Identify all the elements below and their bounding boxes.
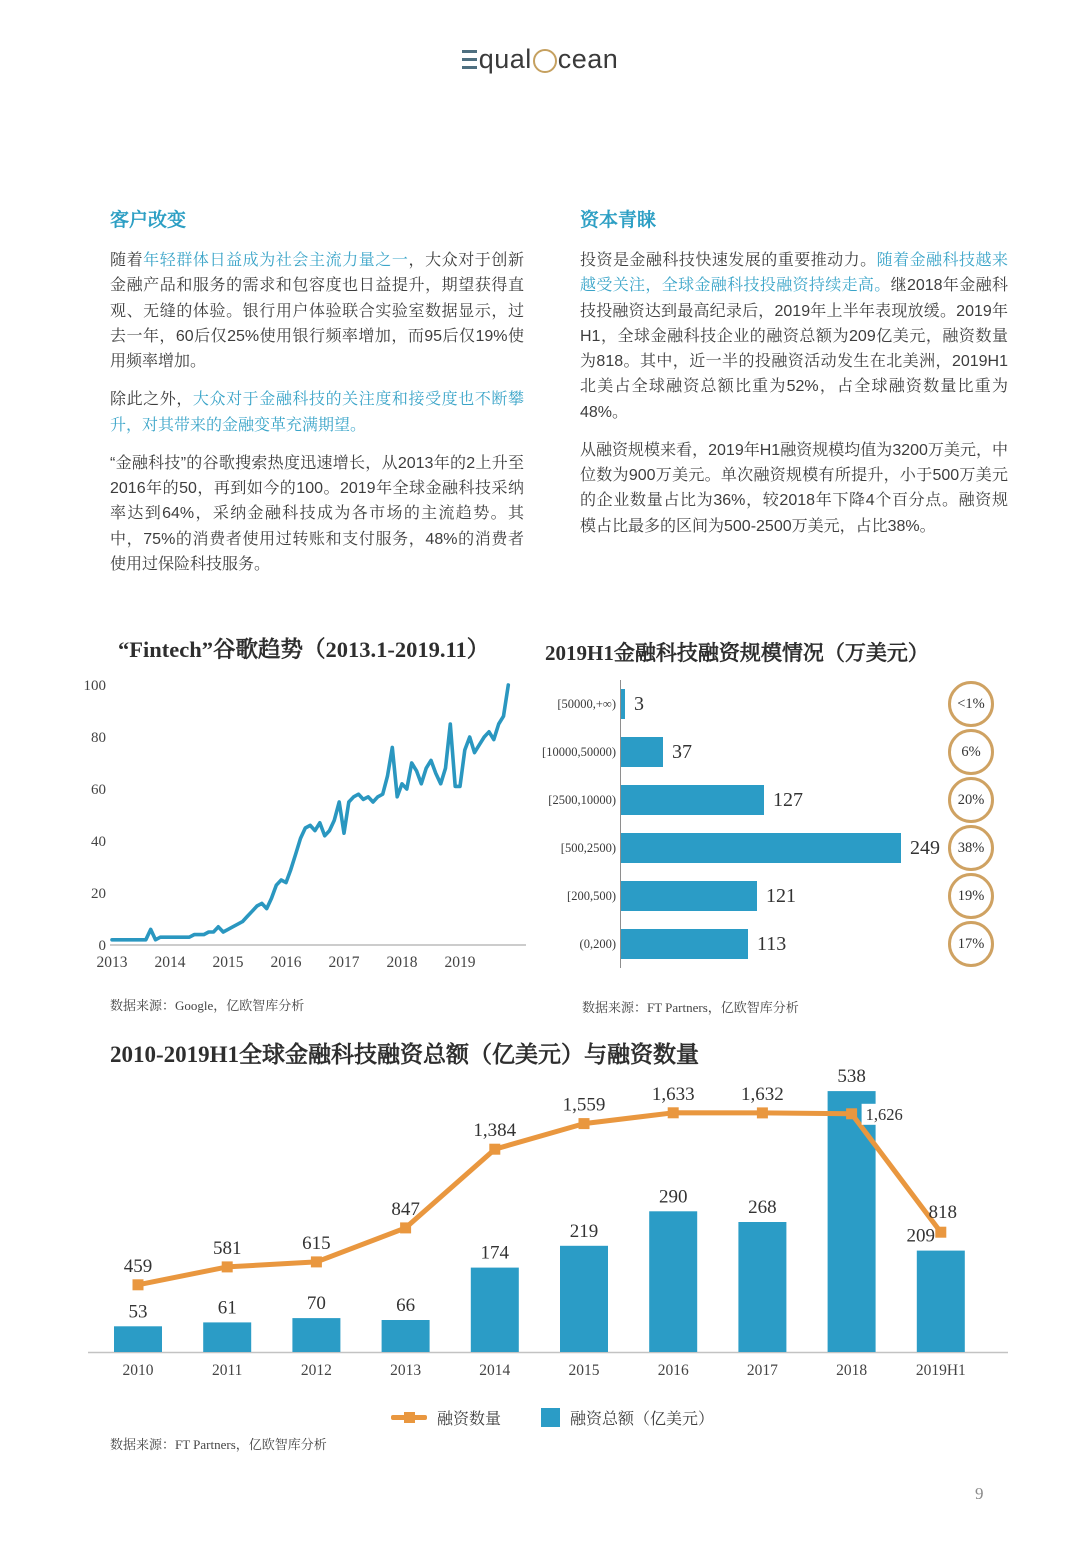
trend-y-tick: 100 xyxy=(83,678,106,694)
logo-o-icon xyxy=(533,49,557,73)
scale-percent-ring: <1% xyxy=(948,681,994,727)
combo-bar-label: 290 xyxy=(658,1186,688,1208)
scale-bar-track xyxy=(620,776,942,824)
combo-line-label: 581 xyxy=(212,1237,242,1259)
scale-value-label: 3 xyxy=(634,692,644,715)
combo-bar xyxy=(203,1322,251,1352)
page-number: 9 xyxy=(975,1484,984,1503)
scale-percent-ring: 6% xyxy=(948,729,994,775)
scale-percent-ring: 38% xyxy=(948,825,994,871)
logo-text-cean: cean xyxy=(557,44,619,74)
scale-bar-track xyxy=(620,728,942,776)
combo-x-label: 2011 xyxy=(211,1362,243,1379)
trend-x-tick: 2014 xyxy=(154,954,186,971)
scale-category-label: [200,500) xyxy=(567,888,616,903)
logo-text-qual: qual xyxy=(478,44,532,74)
combo-line-marker xyxy=(668,1107,679,1118)
combo-bar-label: 70 xyxy=(306,1293,326,1315)
left-paragraph-2 xyxy=(110,387,524,438)
combo-bar xyxy=(292,1318,340,1352)
text-run: 随着 xyxy=(110,252,144,269)
scale-row xyxy=(532,824,994,872)
scale-percent-ring: 19% xyxy=(948,873,994,919)
trend-x-tick: 2019 xyxy=(444,954,476,971)
right-paragraph-2: 从融资规模来看，2019年H1融资规模均值为3200万美元，中位数为900万美元。单次融资规模有所提升，小于500万美元的企业数量占比为36%，较2018年下降4个百分点。融资规模占比最多的区间为500-2500万美元，占比38%。 xyxy=(580,441,1008,535)
legend-label: 融资数量 xyxy=(436,1411,501,1428)
trend-y-tick: 40 xyxy=(91,834,106,850)
combo-x-label: 2013 xyxy=(390,1362,422,1379)
combo-x-label: 2012 xyxy=(300,1362,332,1379)
combo-line-marker xyxy=(222,1261,233,1272)
scale-row xyxy=(532,680,994,728)
combo-x-label: 2010 xyxy=(122,1362,154,1379)
scale-bar xyxy=(621,833,901,863)
scale-percent-ring: 17% xyxy=(948,921,994,967)
trend-chart xyxy=(82,668,532,978)
combo-bar xyxy=(738,1222,786,1352)
left-paragraph-3: “金融科技”的谷歌搜索热度迅速增长，从2013年的2上升至2016年的50，再到如今的100。2019年全球金融科技采纳率达到64%，采纳金融科技成为各市场的主流趋势。其中，75%的消费者使用过转账和支付服务，48%的消费者使用过保险科技服务。 xyxy=(110,454,524,573)
combo-line-label: 1,559 xyxy=(562,1094,606,1116)
combo-line-label: 1,633 xyxy=(651,1083,695,1105)
scale-bar xyxy=(621,689,625,719)
trend-y-tick: 60 xyxy=(91,782,106,798)
logo-e-icon xyxy=(462,50,477,69)
combo-bar xyxy=(917,1251,965,1352)
scale-category-label: [50000,+∞) xyxy=(557,696,616,711)
combo-line-label: 1,384 xyxy=(473,1120,517,1142)
scale-chart-title: 2019H1金融科技融资规模情况（万美元） xyxy=(545,641,929,665)
combo-line-label: 1,632 xyxy=(741,1083,784,1105)
combo-bar-label: 268 xyxy=(748,1197,777,1218)
combo-line xyxy=(138,1113,941,1285)
scale-row xyxy=(532,728,994,776)
combo-x-label: 2017 xyxy=(746,1362,778,1379)
right-section-title: 资本青睐 xyxy=(580,210,657,231)
equalocean-logo xyxy=(0,44,1080,75)
combo-bar-label: 61 xyxy=(217,1297,237,1319)
combo-bar xyxy=(560,1246,608,1352)
scale-category-label: (0,200) xyxy=(579,936,616,951)
scale-row xyxy=(532,776,994,824)
combo-bar xyxy=(471,1268,519,1352)
trend-x-tick: 2016 xyxy=(270,954,302,971)
scale-percent-ring: 20% xyxy=(948,777,994,823)
scale-bar-track xyxy=(620,824,942,872)
combo-line-marker xyxy=(579,1118,590,1129)
text-run: ，大众对于创新金融产品和服务的需求和包容度也日益提升，期望获得直观、无缝的体验。银行用户体验联合实验室数据显示，过去一年，60后仅25%使用银行频率增加，而95后仅19%使用频率增加。 xyxy=(110,252,524,371)
combo-chart xyxy=(80,1064,1015,1409)
scale-category-label: [500,2500) xyxy=(560,840,616,855)
combo-line-marker xyxy=(935,1227,946,1238)
combo-bar-label: 209 xyxy=(906,1225,936,1247)
trend-y-tick: 0 xyxy=(98,938,106,954)
scale-category-label: [10000,50000) xyxy=(542,744,616,759)
combo-bar-label: 53 xyxy=(128,1301,148,1323)
trend-line xyxy=(112,685,508,940)
scale-value-label: 113 xyxy=(757,932,787,955)
combo-x-label: 2018 xyxy=(836,1362,868,1379)
line-series-icon xyxy=(391,1415,427,1420)
scale-bar xyxy=(621,785,764,815)
combo-x-label: 2016 xyxy=(657,1362,689,1379)
scale-bar xyxy=(621,737,663,767)
trend-x-tick: 2015 xyxy=(212,954,244,971)
legend-item-bar xyxy=(541,1406,714,1429)
right-column xyxy=(580,205,1008,552)
combo-bar-label: 174 xyxy=(480,1242,510,1264)
scale-value-label: 249 xyxy=(910,836,940,859)
legend-label: 融资总额（亿美元） xyxy=(570,1411,715,1428)
combo-chart-title: 2010-2019H1全球金融科技融资总额（亿美元）与融资数量 xyxy=(110,1042,700,1067)
combo-line-label: 818 xyxy=(928,1202,958,1224)
combo-chart-legend xyxy=(85,1406,1020,1429)
combo-bar xyxy=(382,1320,430,1352)
combo-chart-source: 数据来源：FT Partners，亿欧智库分析 xyxy=(110,1437,327,1452)
combo-line-label: 1,626 xyxy=(865,1104,903,1124)
combo-bar-label: 66 xyxy=(396,1295,416,1316)
scale-chart xyxy=(532,680,994,968)
text-run: 继2018年金融科技投融资达到最高纪录后，2019年上半年表现放缓。2019年H1，全球金融科技企业的融资总额为209亿美元，融资数量为818。其中，近一半的投融资活动发生在北美洲，2019H1北美占全球融资总额比重为52%，占全球融资数量比重为48%。 xyxy=(580,277,1008,421)
text-run: 除此之外， xyxy=(110,391,193,409)
right-paragraph-1 xyxy=(580,248,1008,425)
trend-x-tick: 2013 xyxy=(96,954,128,971)
left-column xyxy=(110,205,524,590)
left-paragraph-1 xyxy=(110,248,524,374)
text-run: 投资是金融科技快速发展的重要推动力。 xyxy=(580,252,877,269)
trend-y-tick: 20 xyxy=(91,886,106,902)
trend-x-tick: 2018 xyxy=(386,954,418,971)
scale-chart-source: 数据来源：FT Partners，亿欧智库分析 xyxy=(582,1000,799,1015)
combo-bar-label: 219 xyxy=(569,1220,599,1242)
scale-bar-track xyxy=(620,680,942,728)
combo-bar-label: 538 xyxy=(837,1066,866,1088)
scale-category-label: [2500,10000) xyxy=(548,792,616,807)
combo-x-label: 2014 xyxy=(479,1362,511,1379)
combo-line-marker xyxy=(400,1222,411,1233)
combo-line-marker xyxy=(757,1107,768,1118)
combo-line-marker xyxy=(311,1256,322,1267)
scale-value-label: 127 xyxy=(773,788,803,811)
bar-series-icon xyxy=(541,1408,560,1427)
left-section-title: 客户改变 xyxy=(110,210,187,231)
trend-y-tick: 80 xyxy=(91,730,106,746)
trend-chart-source: 数据来源：Google，亿欧智库分析 xyxy=(110,998,305,1013)
combo-x-label: 2015 xyxy=(568,1362,600,1379)
scale-value-label: 121 xyxy=(766,884,796,907)
scale-row xyxy=(532,872,994,920)
highlight-text: 随着金融科技越来越受关注，全球金融科技投融资持续走高。 xyxy=(580,252,1008,295)
trend-x-tick: 2017 xyxy=(328,954,360,971)
combo-bar xyxy=(649,1211,697,1352)
scale-bar xyxy=(621,929,748,959)
legend-item-line xyxy=(391,1406,501,1429)
scale-value-label: 37 xyxy=(672,740,692,763)
highlight-text: 大众对于金融科技的关注度和接受度也不断攀升，对其带来的金融变革充满期望。 xyxy=(110,391,524,434)
combo-line-marker xyxy=(489,1144,500,1155)
combo-line-label: 847 xyxy=(391,1198,420,1220)
combo-bar xyxy=(114,1326,162,1352)
scale-bar xyxy=(621,881,757,911)
combo-bar xyxy=(828,1091,876,1352)
combo-line-label: 459 xyxy=(123,1255,153,1277)
scale-row xyxy=(532,920,994,968)
trend-chart-title: “Fintech”谷歌趋势（2013.1-2019.11） xyxy=(118,637,490,662)
combo-line-marker xyxy=(846,1108,857,1119)
combo-x-label: 2019H1 xyxy=(915,1362,966,1379)
scale-bar-track xyxy=(620,872,942,920)
highlight-text: 年轻群体日益成为社会主流力量之一 xyxy=(143,252,409,269)
scale-bar-track xyxy=(620,920,942,968)
combo-line-label: 615 xyxy=(302,1232,331,1254)
combo-line-marker xyxy=(133,1279,144,1290)
